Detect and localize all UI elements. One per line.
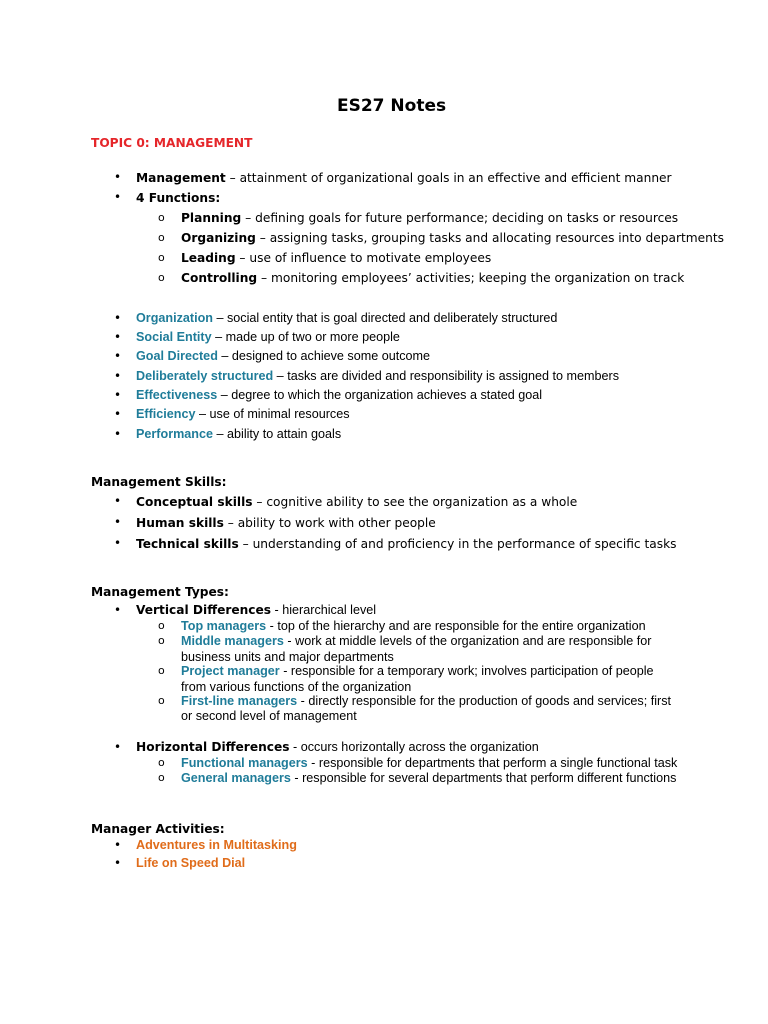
management-definition: Management – attainment of organizational goals in an effective and efficient manner (136, 171, 672, 185)
definition-item: Social Entity – made up of two or more people (136, 330, 400, 344)
vertical-item-continued: or second level of management (181, 709, 357, 723)
bullet-icon: • (114, 369, 122, 383)
function-item: Leading – use of influence to motivate employees (181, 251, 492, 265)
bullet-icon: • (114, 515, 122, 529)
bullet-icon: • (114, 349, 122, 363)
sub-bullet-icon: o (158, 634, 165, 647)
types-heading: Management Types: (91, 585, 229, 599)
definition-item: Performance – ability to attain goals (136, 427, 342, 441)
sub-bullet-icon: o (158, 251, 165, 264)
bullet-icon: • (114, 838, 122, 852)
bullet-icon: • (114, 856, 122, 870)
function-item: Planning – defining goals for future performance; deciding on tasks or resources (181, 211, 679, 225)
skill-item: Human skills – ability to work with other people (136, 516, 436, 530)
bullet-icon: • (114, 494, 122, 508)
page-title: ES27 Notes (337, 96, 447, 116)
vertical-item: Middle managers - work at middle levels of the organization and are responsible for (181, 634, 652, 648)
definition-item: Goal Directed – designed to achieve some outcome (136, 349, 431, 363)
sub-bullet-icon: o (158, 664, 165, 677)
function-item: Organizing – assigning tasks, grouping tasks and allocating resources into departments (181, 231, 724, 245)
vertical-differences: Vertical Differences - hierarchical level (136, 603, 377, 617)
function-item: Controlling – monitoring employees’ activities; keeping the organization on track (181, 271, 685, 285)
sub-bullet-icon: o (158, 771, 165, 784)
definition-item: Efficiency – use of minimal resources (136, 407, 350, 421)
vertical-item: Project manager - responsible for a temporary work; involves participation of people (181, 664, 654, 678)
bullet-icon: • (114, 388, 122, 402)
sub-bullet-icon: o (158, 694, 165, 707)
bullet-icon: • (114, 536, 122, 550)
functions-label: 4 Functions: (136, 191, 221, 205)
bullet-icon: • (114, 330, 122, 344)
activity-item: Life on Speed Dial (136, 856, 246, 870)
vertical-item: Top managers - top of the hierarchy and are responsible for the entire organization (181, 619, 646, 633)
activities-heading: Manager Activities: (91, 822, 225, 836)
activity-item: Adventures in Multitasking (136, 838, 297, 852)
vertical-item-continued: business units and major departments (181, 650, 394, 664)
definition-item: Deliberately structured – tasks are divided and responsibility is assigned to members (136, 369, 620, 383)
skill-item: Technical skills – understanding of and proficiency in the performance of specific tasks (136, 537, 677, 551)
sub-bullet-icon: o (158, 619, 165, 632)
horizontal-item: General managers - responsible for several departments that perform different functions (181, 771, 677, 785)
vertical-item: First-line managers - directly responsible for the production of goods and services; first (181, 694, 671, 708)
bullet-icon: • (114, 190, 122, 204)
horizontal-differences: Horizontal Differences - occurs horizontally across the organization (136, 740, 539, 754)
bullet-icon: • (114, 170, 122, 184)
definition: attainment of organizational goals in an effective and efficient manner (239, 171, 672, 185)
bullet-icon: • (114, 740, 122, 754)
sub-bullet-icon: o (158, 271, 165, 284)
bullet-icon: • (114, 311, 122, 325)
topic-heading: TOPIC 0: MANAGEMENT (91, 136, 253, 150)
sub-bullet-icon: o (158, 756, 165, 769)
skills-heading: Management Skills: (91, 475, 227, 489)
bullet-icon: • (114, 603, 122, 617)
bullet-icon: • (114, 427, 122, 441)
vertical-item-continued: from various functions of the organization (181, 680, 412, 694)
definition-item: Organization – social entity that is goal directed and deliberately structured (136, 311, 558, 325)
sub-bullet-icon: o (158, 211, 165, 224)
definition-item: Effectiveness – degree to which the organization achieves a stated goal (136, 388, 543, 402)
skill-item: Conceptual skills – cognitive ability to see the organization as a whole (136, 495, 578, 509)
horizontal-item: Functional managers - responsible for departments that perform a single functional task (181, 756, 678, 770)
term: Management (136, 171, 226, 185)
bullet-icon: • (114, 407, 122, 421)
sub-bullet-icon: o (158, 231, 165, 244)
